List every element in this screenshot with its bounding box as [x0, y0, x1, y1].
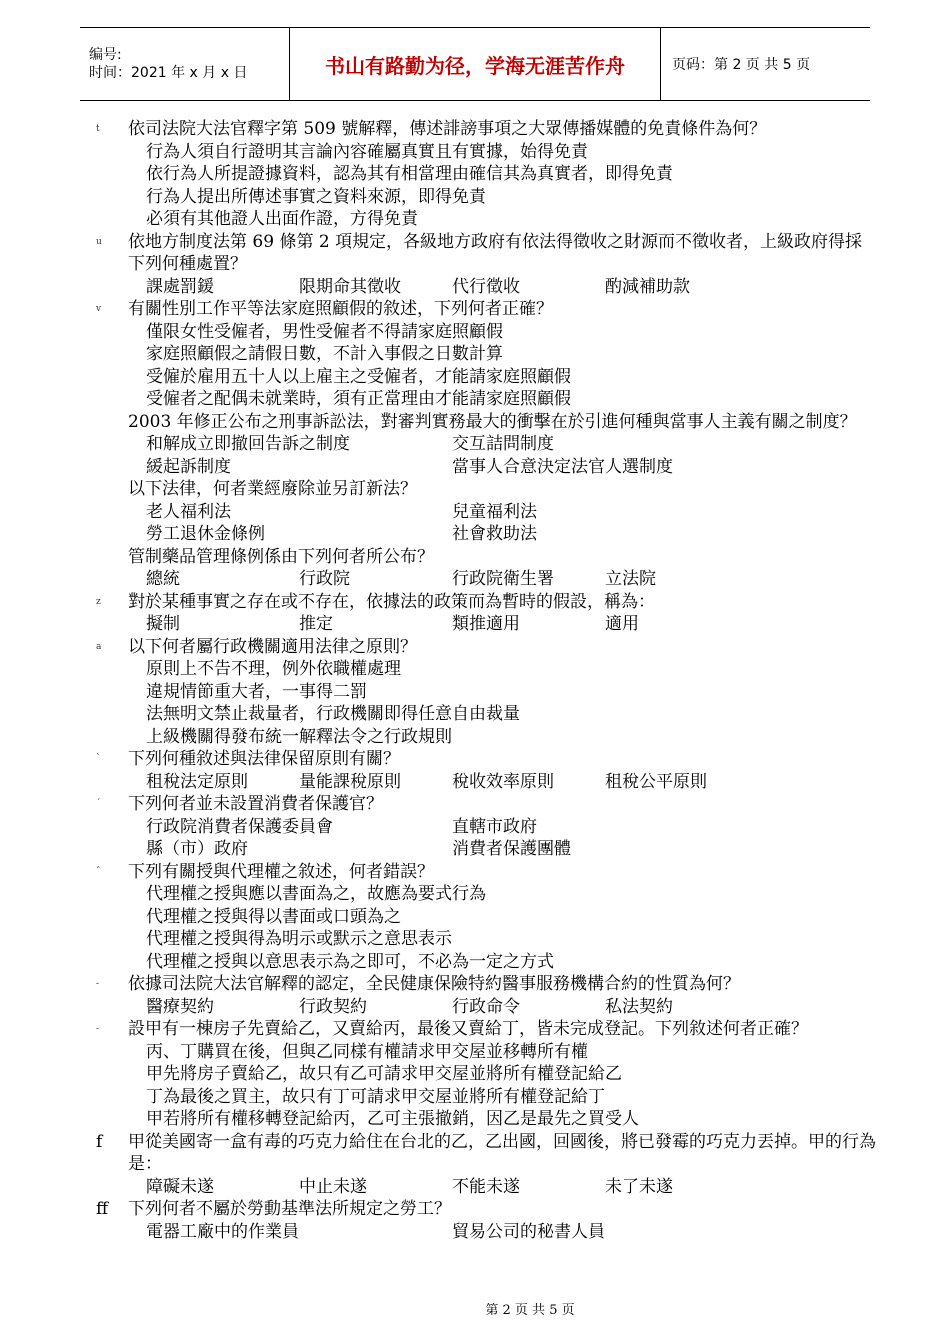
question-stem: 以下法律，何者業經廢除並另訂新法？ [128, 479, 417, 499]
answer-option: 甲若將所有權移轉登記給丙，乙可主張撤銷，因乙是最先之買受人 [146, 1109, 639, 1129]
question-marker: ` [96, 754, 101, 764]
question-item [96, 298, 876, 411]
answer-option: 適用 [605, 614, 639, 634]
question-stem: 管制藥品管理條例係由下列何者所公布？ [128, 546, 434, 567]
question-marker: f [96, 1131, 103, 1152]
header-page-number: 页码：第 2 页 共 5 页 [672, 57, 811, 73]
answer-option: 社會救助法 [452, 524, 537, 544]
answer-option: 貿易公司的秘書人員 [452, 1221, 605, 1242]
question-marker: v [96, 304, 102, 314]
answer-option: 行政院衛生署 [452, 569, 554, 589]
answer-option: 行政院消費者保護委員會 [146, 816, 333, 837]
answer-option: 稅收效率原則 [452, 771, 554, 792]
answer-option-row [128, 1176, 876, 1199]
question-stem: 下列何種敘述與法律保留原則有關？ [128, 749, 400, 769]
question-item [96, 973, 876, 1018]
answer-option: 推定 [299, 614, 333, 634]
answer-option-row [128, 501, 876, 524]
answer-option: 租稅公平原則 [605, 771, 707, 792]
question-stem: 有關性別工作平等法家庭照顧假的敘述，下列何者正確？ [128, 299, 553, 319]
page-header [80, 27, 870, 101]
answer-option: 擬制 [146, 614, 180, 634]
question-item [96, 636, 876, 749]
answer-option-row [128, 613, 876, 636]
question-stem: 對於某種事實之存在或不存在，依據法的政策而為暫時的假設，稱為： [128, 591, 655, 612]
question-marker: a [96, 641, 102, 652]
question-stem: 依地方制度法第 69 條第 2 項規定，各級地方政府有依法得徵收之財源而不徵收者，上級政府得採下列何種處置？ [128, 231, 863, 274]
answer-option: 行為人須自行證明其言論內容確屬真實且有實據，始得免責 [146, 141, 588, 162]
answer-option: 直轄市政府 [452, 816, 537, 837]
question-item [96, 861, 876, 974]
answer-option: 醫療契約 [146, 996, 214, 1017]
answer-option: 障礙未遂 [146, 1176, 214, 1197]
answer-option-row [128, 433, 876, 456]
answer-option: 交互詰問制度 [452, 434, 554, 454]
answer-option: 依行為人所提證據資料，認為其有相當理由確信其為真實者，即得免責 [146, 164, 673, 184]
answer-option: 老人福利法 [146, 501, 231, 522]
question-item [96, 118, 876, 231]
question-marker: ´ [96, 799, 101, 809]
answer-option-row [128, 1221, 876, 1244]
answer-option: 勞工退休金條例 [146, 524, 265, 544]
answer-option-row [128, 276, 876, 299]
answer-option: 受僱者之配偶未就業時，須有正當理由才能請家庭照顧假 [146, 389, 571, 409]
answer-option-row [128, 523, 876, 546]
answer-option: 和解成立即撤回告訴之制度 [146, 434, 350, 454]
answer-option-row [128, 456, 876, 479]
question-marker: - [96, 979, 100, 989]
answer-option: 不能未遂 [452, 1176, 520, 1197]
answer-option: 甲先將房子賣給乙，故只有乙可請求甲交屋並將所有權登記給乙 [146, 1064, 622, 1084]
answer-option: 上級機關得發布統一解釋法令之行政規則 [146, 726, 452, 747]
answer-option: 當事人合意決定法官人選制度 [452, 456, 673, 477]
answer-option: 代理權之授與得為明示或默示之意思表示 [146, 929, 452, 949]
answer-option: 違規情節重大者，一事得二罰 [146, 681, 367, 702]
question-item [96, 478, 876, 546]
question-marker: - [96, 1024, 100, 1034]
question-item [96, 748, 876, 793]
answer-option: 行政契約 [299, 996, 367, 1017]
answer-option: 限期命其徵收 [299, 276, 401, 297]
answer-option: 總統 [146, 569, 180, 589]
header-motto: 书山有路勤为径，学海无涯苦作舟 [289, 28, 661, 100]
question-item [96, 1018, 876, 1131]
answer-option: 僅限女性受僱者，男性受僱者不得請家庭照顧假 [146, 321, 503, 342]
question-stem: 依司法院大法官釋字第 509 號解釋，傳述誹謗事項之大眾傳播媒體的免責條件為何？ [128, 119, 767, 139]
answer-option-row [128, 838, 876, 861]
page-footer: 第 2 页 共 5 页 [485, 1303, 575, 1318]
answer-option: 電器工廠中的作業員 [146, 1221, 299, 1242]
answer-option: 未了未遂 [605, 1176, 673, 1197]
answer-option: 課處罰鍰 [146, 276, 214, 297]
answer-option: 量能課稅原則 [299, 771, 401, 792]
answer-option: 丙、丁購買在後，但與乙同樣有權請求甲交屋並移轉所有權 [146, 1041, 588, 1062]
answer-option: 原則上不告不理，例外依職權處理 [146, 659, 401, 679]
question-item [96, 546, 876, 591]
question-marker: z [96, 596, 101, 607]
question-marker: u [96, 236, 102, 247]
question-marker: ff [96, 1199, 109, 1219]
answer-option: 消費者保護團體 [452, 839, 571, 859]
answer-option: 縣（市）政府 [146, 839, 248, 859]
answer-option: 租稅法定原則 [146, 771, 248, 792]
answer-option: 必須有其他證人出面作證，方得免責 [146, 209, 418, 229]
question-item [96, 231, 876, 299]
header-meta [80, 28, 289, 100]
answer-option: 類推適用 [452, 614, 520, 634]
answer-option: 家庭照顧假之請假日數，不計入事假之日數計算 [146, 344, 503, 364]
answer-option: 緩起訴制度 [146, 456, 231, 477]
document-number-label: 编号: [89, 47, 122, 63]
answer-option: 兒童福利法 [452, 501, 537, 522]
question-item [96, 793, 876, 861]
question-item [96, 1198, 876, 1243]
answer-option-row [128, 816, 876, 839]
answer-option: 代理權之授與得以書面或口頭為之 [146, 906, 401, 927]
question-stem: 設甲有一棟房子先賣給乙，又賣給丙，最後又賣給丁，皆未完成登記。下列敘述何者正確？ [128, 1019, 808, 1039]
document-time-label: 时间：2021 年 x 月 x 日 [89, 65, 248, 81]
answer-option-row [128, 771, 876, 794]
answer-option: 立法院 [605, 569, 656, 589]
answer-option-row [128, 568, 876, 591]
question-stem: 下列何者並未設置消費者保護官？ [128, 794, 383, 814]
answer-option: 受僱於雇用五十人以上雇主之受僱者，才能請家庭照顧假 [146, 366, 571, 387]
answer-option: 代理權之授與以意思表示為之即可，不必為一定之方式 [146, 951, 554, 972]
answer-option: 行政命令 [452, 996, 520, 1017]
question-stem: 以下何者屬行政機關適用法律之原則？ [128, 636, 417, 657]
question-stem: 下列何者不屬於勞動基準法所規定之勞工？ [128, 1199, 451, 1219]
question-stem: 甲從美國寄一盒有毒的巧克力給住在台北的乙，乙出國，回國後，將已發霉的巧克力丟掉。甲的行為是： [128, 1131, 876, 1174]
answer-option: 丁為最後之買主，故只有丁可請求甲交屋並將所有權登記給丁 [146, 1086, 605, 1107]
answer-option: 酌減補助款 [605, 276, 690, 297]
question-stem: 依據司法院大法官解釋的認定，全民健康保險特約醫事服務機構合約的性質為何？ [128, 974, 740, 994]
answer-option: 法無明文禁止裁量者，行政機關即得任意自由裁量 [146, 704, 520, 724]
answer-option-row [128, 996, 876, 1019]
question-item [96, 411, 876, 479]
question-marker: ˆ [96, 866, 101, 877]
question-list [96, 118, 876, 1243]
answer-option: 行為人提出所傳述事實之資料來源，即得免責 [146, 186, 486, 207]
answer-option: 中止未遂 [299, 1176, 367, 1197]
question-item [96, 591, 876, 636]
question-marker: t [96, 124, 100, 134]
question-stem: 下列有關授與代理權之敘述，何者錯誤？ [128, 861, 434, 882]
answer-option: 行政院 [299, 569, 350, 589]
answer-option: 私法契約 [605, 996, 673, 1017]
answer-option: 代理權之授與應以書面為之，故應為要式行為 [146, 884, 486, 904]
answer-option: 代行徵收 [452, 276, 520, 297]
question-item [96, 1131, 876, 1199]
question-stem: 2003 年修正公布之刑事訴訟法，對審判實務最大的衝擊在於引進何種與當事人主義有關之制度？ [128, 411, 857, 432]
